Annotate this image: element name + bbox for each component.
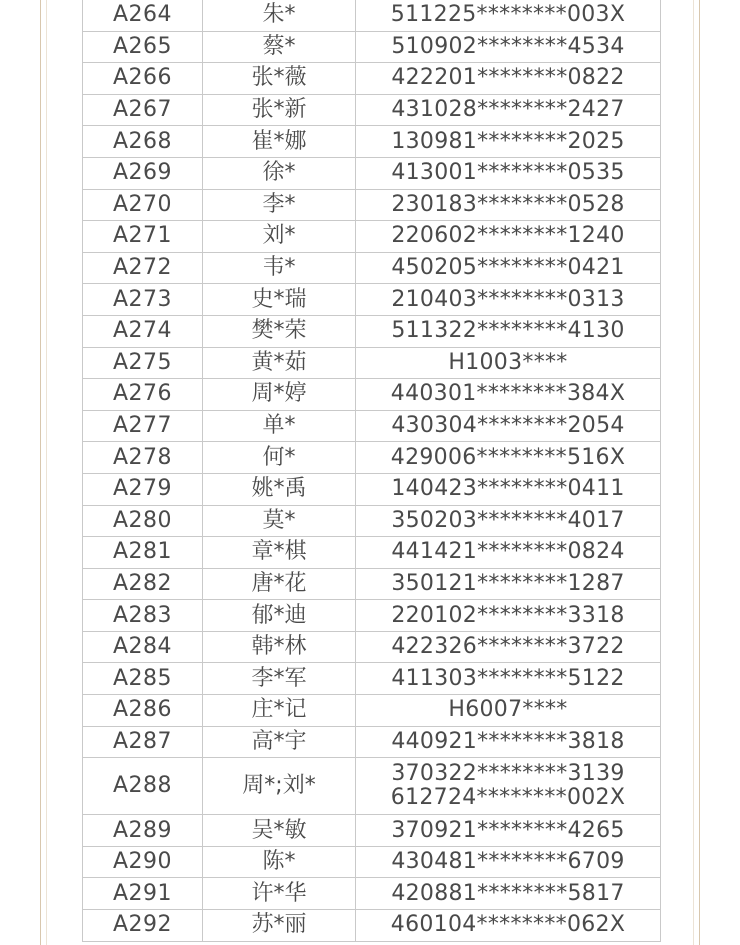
table-row bbox=[83, 0, 661, 31]
name-cell: 樊*荣 bbox=[203, 315, 356, 347]
id-number-cell bbox=[356, 600, 661, 632]
entry-number-cell: A290 bbox=[83, 846, 203, 878]
id-number-cell bbox=[356, 631, 661, 663]
id-number: 460104********062X bbox=[390, 912, 626, 938]
id-number: 511322********4130 bbox=[391, 318, 625, 344]
id-number-cell bbox=[356, 189, 661, 221]
table-row bbox=[83, 157, 661, 189]
table-row bbox=[83, 31, 661, 63]
table-row bbox=[83, 252, 661, 284]
id-number: 431028********2427 bbox=[391, 97, 625, 123]
entry-number-cell: A288 bbox=[83, 758, 203, 815]
id-number-cell bbox=[356, 0, 661, 31]
table-row bbox=[83, 410, 661, 442]
name-cell: 何* bbox=[203, 442, 356, 474]
table-row bbox=[83, 537, 661, 569]
table-row bbox=[83, 221, 661, 253]
id-number: H1003**** bbox=[448, 349, 568, 375]
id-number: H6007**** bbox=[448, 697, 568, 723]
id-number-cell bbox=[356, 695, 661, 727]
name-cell: 周*婷 bbox=[203, 379, 356, 411]
name-cell: 刘* bbox=[203, 221, 356, 253]
id-number: 511225********003X bbox=[390, 2, 626, 28]
name-cell: 唐*花 bbox=[203, 568, 356, 600]
name-cell: 韩*林 bbox=[203, 631, 356, 663]
id-number: 350121********1287 bbox=[391, 570, 625, 596]
table-row bbox=[83, 505, 661, 537]
name-cell: 黄*茹 bbox=[203, 347, 356, 379]
id-number-cell bbox=[356, 815, 661, 847]
name-cell: 章*棋 bbox=[203, 537, 356, 569]
id-number: 230183********0528 bbox=[391, 191, 625, 217]
name-cell: 庄*记 bbox=[203, 695, 356, 727]
id-number-cell bbox=[356, 910, 661, 942]
entry-number-cell: A270 bbox=[83, 189, 203, 221]
name-cell: 蔡* bbox=[203, 31, 356, 63]
id-number-cell bbox=[356, 94, 661, 126]
name-cell: 李*军 bbox=[203, 663, 356, 695]
roster-table-body bbox=[83, 0, 661, 941]
table-row bbox=[83, 758, 661, 815]
entry-number-cell: A264 bbox=[83, 0, 203, 31]
id-number: 430481********6709 bbox=[391, 849, 625, 875]
entry-number-cell: A289 bbox=[83, 815, 203, 847]
roster-table bbox=[82, 0, 661, 942]
entry-number-cell: A291 bbox=[83, 878, 203, 910]
entry-number-cell: A285 bbox=[83, 663, 203, 695]
entry-number-cell: A267 bbox=[83, 94, 203, 126]
id-number: 450205********0421 bbox=[391, 255, 625, 281]
name-cell: 陈* bbox=[203, 846, 356, 878]
name-cell: 李* bbox=[203, 189, 356, 221]
name-cell: 吴*敏 bbox=[203, 815, 356, 847]
id-number: 440301********384X bbox=[390, 381, 626, 407]
id-number: 440921********3818 bbox=[391, 728, 625, 754]
name-cell: 苏*丽 bbox=[203, 910, 356, 942]
id-number-cell bbox=[356, 410, 661, 442]
entry-number-cell: A269 bbox=[83, 157, 203, 189]
id-number-cell bbox=[356, 315, 661, 347]
entry-number-cell: A272 bbox=[83, 252, 203, 284]
id-number-cell bbox=[356, 221, 661, 253]
name-cell: 史*瑞 bbox=[203, 284, 356, 316]
entry-number-cell: A276 bbox=[83, 379, 203, 411]
id-number: 510902********4534 bbox=[391, 33, 625, 59]
id-number-cell bbox=[356, 379, 661, 411]
name-cell: 郁*迪 bbox=[203, 600, 356, 632]
id-number-cell bbox=[356, 473, 661, 505]
id-number: 210403********0313 bbox=[391, 286, 625, 312]
entry-number-cell: A265 bbox=[83, 31, 203, 63]
id-number: 350203********4017 bbox=[391, 507, 625, 533]
table-row bbox=[83, 631, 661, 663]
table-row bbox=[83, 600, 661, 632]
name-cell: 姚*禹 bbox=[203, 473, 356, 505]
id-number-cell bbox=[356, 347, 661, 379]
name-cell: 张*薇 bbox=[203, 63, 356, 95]
id-number: 220102********3318 bbox=[391, 602, 625, 628]
entry-number-cell: A273 bbox=[83, 284, 203, 316]
table-row bbox=[83, 442, 661, 474]
entry-number-cell: A292 bbox=[83, 910, 203, 942]
right-frame-inner-line bbox=[693, 0, 694, 945]
id-number-cell bbox=[356, 31, 661, 63]
name-cell: 单* bbox=[203, 410, 356, 442]
id-number-cell bbox=[356, 63, 661, 95]
name-cell: 朱* bbox=[203, 0, 356, 31]
table-row bbox=[83, 315, 661, 347]
right-frame-line bbox=[699, 0, 700, 945]
entry-number-cell: A283 bbox=[83, 600, 203, 632]
id-number: 612724********002X bbox=[390, 785, 626, 811]
table-row bbox=[83, 568, 661, 600]
entry-number-cell: A287 bbox=[83, 726, 203, 758]
id-number: 441421********0824 bbox=[391, 539, 625, 565]
entry-number-cell: A280 bbox=[83, 505, 203, 537]
id-number-cell bbox=[356, 726, 661, 758]
table-row bbox=[83, 63, 661, 95]
id-number: 370921********4265 bbox=[391, 817, 625, 843]
table-row bbox=[83, 878, 661, 910]
id-number-cell bbox=[356, 442, 661, 474]
table-row bbox=[83, 189, 661, 221]
table-row bbox=[83, 846, 661, 878]
entry-number-cell: A286 bbox=[83, 695, 203, 727]
table-row bbox=[83, 473, 661, 505]
id-number: 411303********5122 bbox=[391, 665, 625, 691]
left-frame-inner-line bbox=[46, 0, 47, 945]
id-number-cell bbox=[356, 126, 661, 158]
name-cell: 周*;刘* bbox=[203, 758, 356, 815]
table-row bbox=[83, 815, 661, 847]
id-number-cell bbox=[356, 537, 661, 569]
id-number: 420881********5817 bbox=[391, 880, 625, 906]
name-cell: 徐* bbox=[203, 157, 356, 189]
table-row bbox=[83, 94, 661, 126]
name-cell: 张*新 bbox=[203, 94, 356, 126]
entry-number-cell: A282 bbox=[83, 568, 203, 600]
name-cell: 许*华 bbox=[203, 878, 356, 910]
table-row bbox=[83, 663, 661, 695]
name-cell: 莫* bbox=[203, 505, 356, 537]
name-cell: 高*宇 bbox=[203, 726, 356, 758]
table-row bbox=[83, 284, 661, 316]
left-frame-line bbox=[40, 0, 41, 945]
id-number: 220602********1240 bbox=[391, 223, 625, 249]
table-row bbox=[83, 379, 661, 411]
name-cell: 崔*娜 bbox=[203, 126, 356, 158]
name-cell: 韦* bbox=[203, 252, 356, 284]
id-number-cell bbox=[356, 663, 661, 695]
entry-number-cell: A277 bbox=[83, 410, 203, 442]
id-number: 422326********3722 bbox=[391, 634, 625, 660]
id-number: 422201********0822 bbox=[391, 65, 625, 91]
entry-number-cell: A281 bbox=[83, 537, 203, 569]
id-number-cell bbox=[356, 284, 661, 316]
entry-number-cell: A284 bbox=[83, 631, 203, 663]
id-number-cell bbox=[356, 157, 661, 189]
table-row bbox=[83, 726, 661, 758]
entry-number-cell: A274 bbox=[83, 315, 203, 347]
id-number-cell bbox=[356, 568, 661, 600]
id-number: 130981********2025 bbox=[391, 128, 625, 154]
id-number-cell bbox=[356, 878, 661, 910]
entry-number-cell: A271 bbox=[83, 221, 203, 253]
id-number-cell bbox=[356, 846, 661, 878]
id-number: 429006********516X bbox=[390, 444, 626, 470]
entry-number-cell: A279 bbox=[83, 473, 203, 505]
id-number: 140423********0411 bbox=[391, 476, 625, 502]
id-number: 413001********0535 bbox=[391, 160, 625, 186]
id-number: 430304********2054 bbox=[391, 413, 625, 439]
table-row bbox=[83, 910, 661, 942]
entry-number-cell: A266 bbox=[83, 63, 203, 95]
id-number-cell bbox=[356, 252, 661, 284]
table-row bbox=[83, 347, 661, 379]
entry-number-cell: A278 bbox=[83, 442, 203, 474]
id-number-cell bbox=[356, 758, 661, 815]
id-number-cell bbox=[356, 505, 661, 537]
id-number: 370322********3139 bbox=[391, 761, 625, 787]
table-row bbox=[83, 126, 661, 158]
entry-number-cell: A275 bbox=[83, 347, 203, 379]
table-row bbox=[83, 695, 661, 727]
entry-number-cell: A268 bbox=[83, 126, 203, 158]
